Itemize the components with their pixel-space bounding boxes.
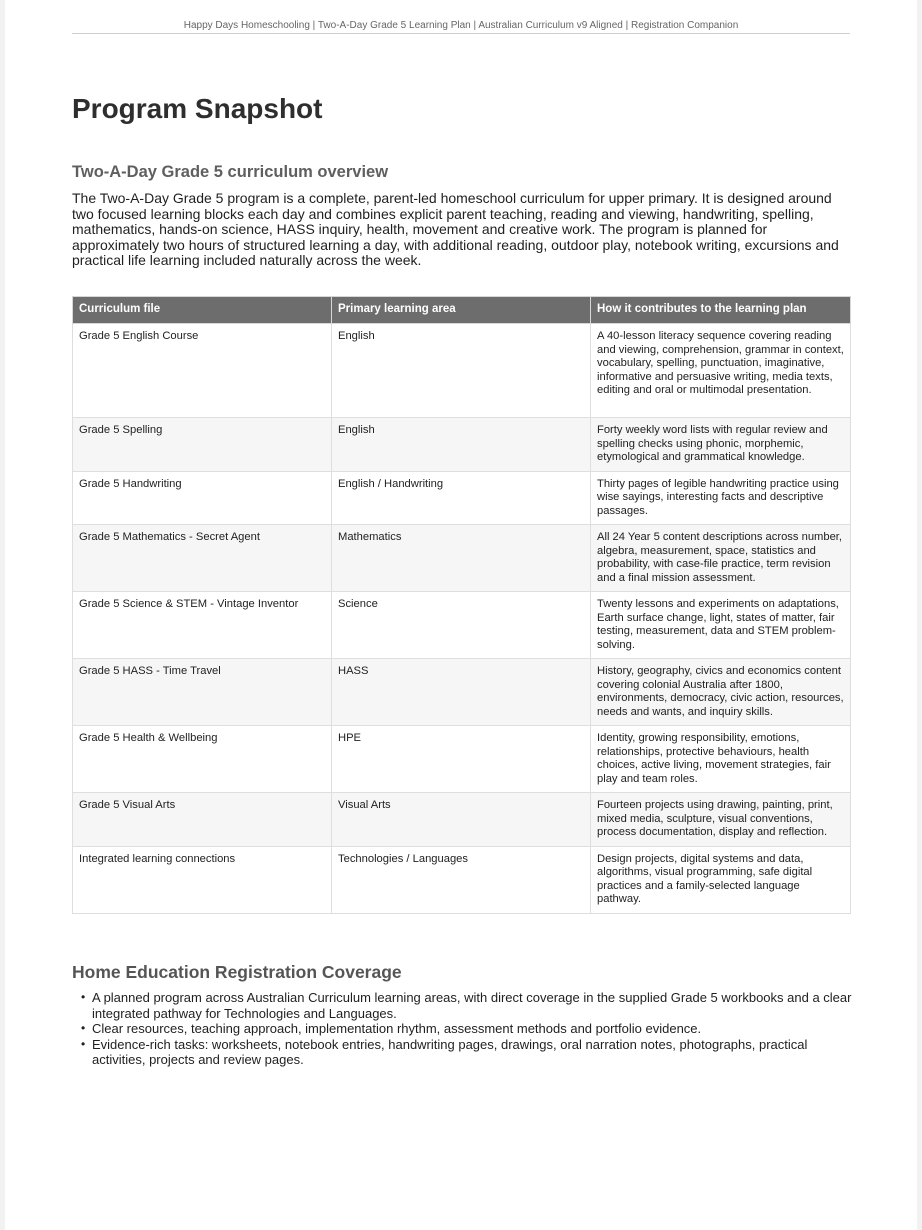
cell-contribution: Fourteen projects using drawing, painting, print, mixed media, sculpture, visual conventions, process documentation, display and reflection. [591,793,851,847]
column-header-learning-area: Primary learning area [332,297,591,324]
list-item [81,1036,852,1068]
cell-learning-area: HPE [332,726,591,793]
table-row [73,471,851,525]
bullet-icon: • [81,990,86,1004]
cell-curriculum-file: Grade 5 Mathematics - Secret Agent [73,525,332,592]
cell-curriculum-file: Grade 5 HASS - Time Travel [73,659,332,726]
cell-learning-area: Science [332,592,591,659]
curriculum-files-table [72,296,851,914]
table-row [73,659,851,726]
cell-contribution: Twenty lessons and experiments on adaptations, Earth surface change, light, states of matter, fair testing, measurement, data and STEM problem-solving. [591,592,851,659]
cell-contribution: Forty weekly word lists with regular review and spelling checks using phonic, morphemic, etymological and grammatical knowledge. [591,418,851,472]
table-header-row [73,297,851,324]
cell-curriculum-file: Integrated learning connections [73,846,332,913]
bullet-icon: • [81,1021,86,1035]
cell-curriculum-file: Grade 5 Health & Wellbeing [73,726,332,793]
column-header-contribution: How it contributes to the learning plan [591,297,851,324]
table-row [73,525,851,592]
overview-heading: Two-A-Day Grade 5 curriculum overview [72,163,389,181]
bullet-icon: • [81,1036,86,1051]
table-row [73,726,851,793]
cell-contribution: All 24 Year 5 content descriptions across number, algebra, measurement, space, statistics and probability, with case-file practice, term revision and a final mission assessment. [591,525,851,592]
table-row [73,846,851,913]
list-item [81,990,852,1021]
column-header-curriculum-file: Curriculum file [73,297,332,324]
table-row [73,418,851,472]
cell-learning-area: Mathematics [332,525,591,592]
list-item-text: Clear resources, teaching approach, implementation rhythm, assessment methods and portfolio evidence. [92,1021,702,1036]
cell-contribution: A 40-lesson literacy sequence covering reading and viewing, comprehension, grammar in context, vocabulary, spelling, punctuation, imaginative, informative and persuasive writing, media texts, editing and oral or multimodal presentation. [591,324,851,418]
list-item [81,1021,852,1037]
cell-contribution: Thirty pages of legible handwriting practice using wise sayings, interesting facts and descriptive passages. [591,471,851,525]
table-row [73,324,851,418]
cell-curriculum-file: Grade 5 Science & STEM - Vintage Inventor [73,592,332,659]
document-page [5,0,917,1230]
cell-learning-area: English / Handwriting [332,471,591,525]
cell-learning-area: English [332,324,591,418]
cell-curriculum-file: Grade 5 Spelling [73,418,332,472]
list-item-text: A planned program across Australian Curriculum learning areas, with direct coverage in the supplied Grade 5 workbooks and a clear integrated pathway for Technologies and Languages. [92,990,852,1021]
page-title: Program Snapshot [72,93,323,124]
cell-learning-area: Technologies / Languages [332,846,591,913]
table-row [73,592,851,659]
table-row [73,793,851,847]
cell-contribution: Identity, growing responsibility, emotions, relationships, protective behaviours, health choices, active living, movement strategies, fair play and team roles. [591,726,851,793]
cell-curriculum-file: Grade 5 English Course [73,324,332,418]
registration-heading: Home Education Registration Coverage [72,962,402,982]
registration-coverage-list [72,990,852,1068]
overview-paragraph: The Two-A-Day Grade 5 program is a complete, parent-led homeschool curriculum for upper primary. It is designed around two focused learning blocks each day and combines explicit parent teaching, reading and viewing, handwriting, spelling, mathematics, hands-on science, HASS inquiry, health, movement and creative work. The program is planned for approximately two hours of structured learning a day, with additional reading, outdoor play, notebook writing, excursions and practical life learning included naturally across the week. [72,190,839,269]
list-item-text: Evidence-rich tasks: worksheets, notebook entries, handwriting pages, drawings, oral narration notes, photographs, practical activities, projects and review pages. [92,1036,808,1067]
cell-contribution: Design projects, digital systems and data, algorithms, visual programming, safe digital practices and a family-selected language pathway. [591,846,851,913]
cell-contribution: History, geography, civics and economics content covering colonial Australia after 1800, environments, democracy, civic action, resources, needs and wants, and inquiry skills. [591,659,851,726]
cell-learning-area: English [332,418,591,472]
cell-learning-area: Visual Arts [332,793,591,847]
running-header: Happy Days Homeschooling | Two-A-Day Grade 5 Learning Plan | Australian Curriculum v9 Aligned | Registration Companion [72,20,850,34]
cell-curriculum-file: Grade 5 Visual Arts [73,793,332,847]
cell-curriculum-file: Grade 5 Handwriting [73,471,332,525]
cell-learning-area: HASS [332,659,591,726]
